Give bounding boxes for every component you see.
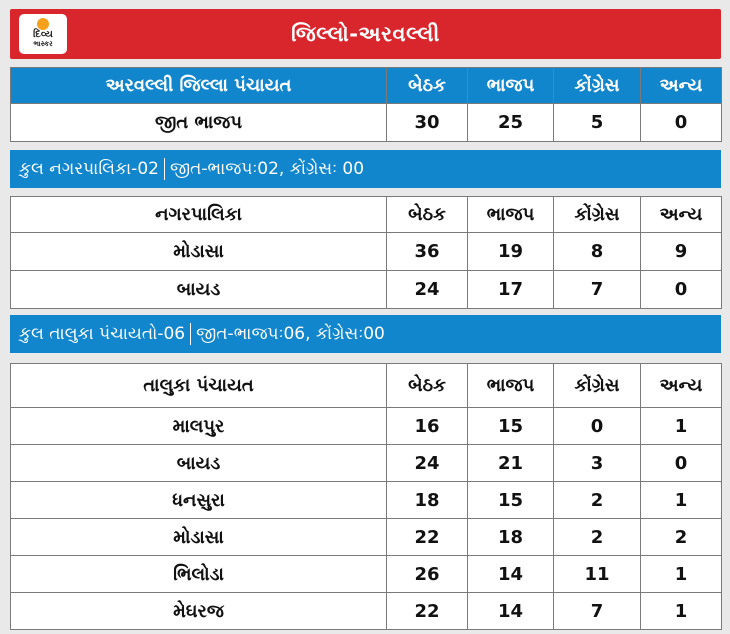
row-name: મેઘરજ — [11, 593, 387, 630]
row-bjp: 21 — [468, 445, 554, 482]
column-seats: બેઠક — [387, 364, 468, 408]
row-others: 2 — [641, 519, 722, 556]
logo-text-line1: દિવ્ય — [33, 29, 53, 40]
row-seats: 36 — [387, 233, 468, 271]
row-others: 1 — [641, 556, 722, 593]
row-seats: 22 — [387, 519, 468, 556]
row-seats: 16 — [387, 408, 468, 445]
banner-title: જિલ્લો-અરવલ્લી — [291, 22, 440, 46]
row-congress: 0 — [554, 408, 641, 445]
column-seats: બેઠક — [387, 197, 468, 233]
row-others: 1 — [641, 593, 722, 630]
column-others: અન્ય — [641, 197, 722, 233]
district-panchayat-heading: અરવલ્લી જિલ્લા પંચાયત — [11, 68, 387, 104]
row-others: 0 — [641, 445, 722, 482]
table-row — [11, 104, 722, 142]
table-row — [11, 271, 722, 309]
column-congress: કોંગ્રેસ — [554, 68, 641, 104]
row-name: બાયડ — [11, 271, 387, 309]
row-seats: 24 — [387, 271, 468, 309]
table-header-row — [11, 197, 722, 233]
table-header-row — [11, 68, 722, 104]
column-bjp: ભાજપ — [468, 68, 554, 104]
column-bjp: ભાજપ — [468, 364, 554, 408]
summary-divider — [164, 158, 165, 180]
column-congress: કોંગ્રેસ — [554, 364, 641, 408]
municipality-summary-total: કુલ નગરપાલિકા-02 — [19, 159, 159, 179]
column-congress: કોંગ્રેસ — [554, 197, 641, 233]
row-congress: 2 — [554, 519, 641, 556]
row-bjp: 18 — [468, 519, 554, 556]
row-seats: 26 — [387, 556, 468, 593]
table-row — [11, 482, 722, 519]
row-seats: 22 — [387, 593, 468, 630]
row-congress: 5 — [554, 104, 641, 142]
taluka-summary-total: કુલ તાલુકા પંચાયતો-06 — [19, 324, 186, 344]
row-congress: 3 — [554, 445, 641, 482]
row-seats: 18 — [387, 482, 468, 519]
row-name: ધનસુરા — [11, 482, 387, 519]
row-bjp: 14 — [468, 593, 554, 630]
row-seats: 24 — [387, 445, 468, 482]
municipality-summary-wins: જીત-ભાજપઃ02, કોંગ્રેસઃ 00 — [169, 159, 365, 179]
table-row — [11, 408, 722, 445]
table-row — [11, 445, 722, 482]
table-header-row — [11, 364, 722, 408]
row-congress: 2 — [554, 482, 641, 519]
row-bjp: 15 — [468, 408, 554, 445]
taluka-summary-wins: જીત-ભાજપઃ06, કોંગ્રેસઃ00 — [196, 324, 385, 344]
row-others: 0 — [641, 271, 722, 309]
row-others: 9 — [641, 233, 722, 271]
logo-text-line2: ભાસ્કર — [33, 40, 53, 48]
row-congress: 7 — [554, 271, 641, 309]
row-congress: 11 — [554, 556, 641, 593]
municipality-heading: નગરપાલિકા — [11, 197, 387, 233]
row-name: જીત ભાજપ — [11, 104, 387, 142]
municipality-table — [10, 196, 722, 309]
column-seats: બેઠક — [387, 68, 468, 104]
row-others: 1 — [641, 408, 722, 445]
column-bjp: ભાજપ — [468, 197, 554, 233]
row-bjp: 15 — [468, 482, 554, 519]
row-name: મોડાસા — [11, 519, 387, 556]
table-row — [11, 233, 722, 271]
column-others: અન્ય — [641, 68, 722, 104]
row-seats: 30 — [387, 104, 468, 142]
row-bjp: 14 — [468, 556, 554, 593]
municipality-summary-bar — [10, 150, 721, 188]
row-others: 1 — [641, 482, 722, 519]
table-row — [11, 593, 722, 630]
column-others: અન્ય — [641, 364, 722, 408]
row-bjp: 25 — [468, 104, 554, 142]
taluka-heading: તાલુકા પંચાયત — [11, 364, 387, 408]
taluka-summary-bar — [10, 315, 721, 353]
row-name: બાયડ — [11, 445, 387, 482]
row-name: ભિલોડા — [11, 556, 387, 593]
summary-divider — [190, 323, 191, 345]
row-congress: 7 — [554, 593, 641, 630]
district-banner — [10, 9, 721, 59]
row-name: માલપુર — [11, 408, 387, 445]
row-name: મોડાસા — [11, 233, 387, 271]
row-others: 0 — [641, 104, 722, 142]
row-bjp: 17 — [468, 271, 554, 309]
taluka-panchayat-table — [10, 363, 722, 630]
row-bjp: 19 — [468, 233, 554, 271]
table-row — [11, 519, 722, 556]
row-congress: 8 — [554, 233, 641, 271]
district-panchayat-table — [10, 67, 722, 142]
table-row — [11, 556, 722, 593]
